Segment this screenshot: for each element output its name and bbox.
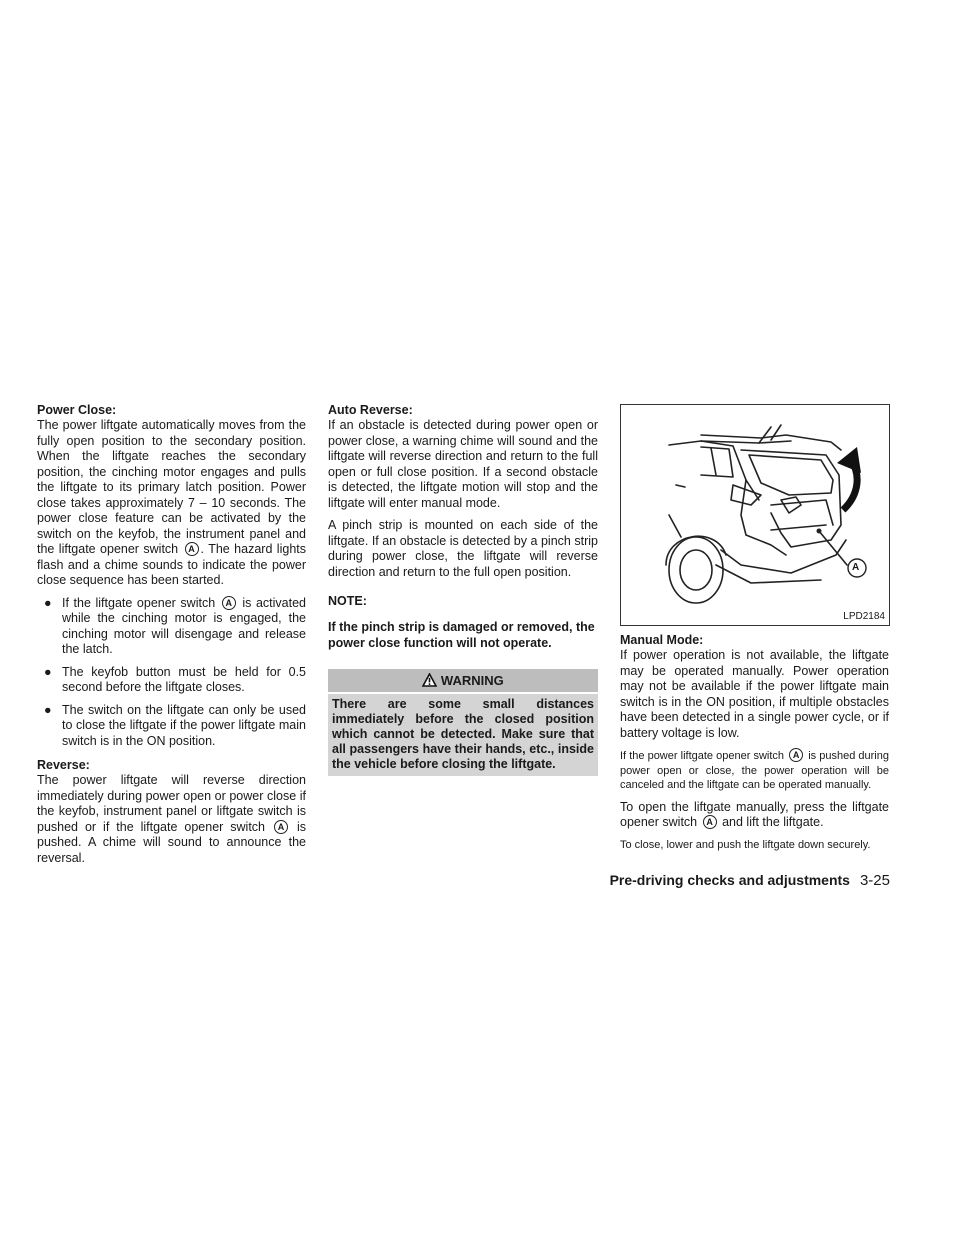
list-item xyxy=(37,596,306,658)
figure-callout: A xyxy=(852,562,860,573)
list-item-text: If the liftgate opener switch xyxy=(62,595,216,610)
power-close-paragraph xyxy=(37,418,306,589)
list-item-text: The keyfob button must be held for 0.5 second before the liftgate closes. xyxy=(62,664,306,694)
warning-text: There are some small distances immediately before the closed position which cannot be detected. Make sure that all passengers have their hands, etc., inside the vehicle before closing the liftgate. xyxy=(332,697,594,771)
callout-a-icon: A xyxy=(274,820,288,834)
manual-mode-heading: Manual Mode: xyxy=(620,633,704,647)
manual-mode-paragraph-3 xyxy=(620,800,889,831)
list-item-text: is activated while the cinching motor is engaged, the cinching motor will disengage and release the latch. xyxy=(62,595,306,656)
auto-reverse-paragraph-2: A pinch strip is mounted on each side of the liftgate. If an obstacle is detected by a pinch strip during power close, the liftgate will reverse direction and return to the full open position. xyxy=(328,518,598,579)
callout-a-icon: A xyxy=(185,542,199,556)
reverse-paragraph xyxy=(37,773,306,866)
manual-mode-text: If the power liftgate opener switch xyxy=(620,750,785,762)
liftgate-illustration xyxy=(620,404,890,626)
callout-a-icon: A xyxy=(703,815,717,829)
callout-a-icon: A xyxy=(789,748,803,762)
note-text: If the pinch strip is damaged or removed, the power close function will not operate. xyxy=(328,620,595,650)
manual-mode-text-end: and lift the liftgate. xyxy=(722,815,824,829)
note-heading: NOTE: xyxy=(328,594,367,608)
page-number: 3-25 xyxy=(859,872,890,889)
column-3 xyxy=(620,402,889,859)
column-1 xyxy=(37,402,306,873)
vehicle-rear-drawing xyxy=(621,405,889,625)
bullet-icon: ● xyxy=(44,702,52,717)
callout-a-icon: A xyxy=(222,596,236,610)
warning-box xyxy=(328,669,598,776)
manual-mode-text: To open the liftgate manually, press the liftgate opener switch xyxy=(620,799,889,829)
warning-header xyxy=(328,669,598,694)
reverse-text: The power liftgate will reverse direction immediately during power open or power close if the keyfob, instrument panel or liftgate switch is pushed or if the liftgate opener switch xyxy=(37,773,306,834)
list-item xyxy=(37,703,306,750)
power-close-list xyxy=(37,596,306,750)
manual-mode-text-end: is pushed during power open or close, the power operation will be canceled and the liftgate can be operated manually. xyxy=(620,750,889,791)
bullet-icon: ● xyxy=(44,664,52,679)
list-item xyxy=(37,665,306,696)
column-2 xyxy=(328,402,598,776)
warning-title: WARNING xyxy=(440,673,504,688)
reverse-text-end: is pushed. A chime will sound to announce the reversal. xyxy=(37,819,306,865)
list-item-text: The switch on the liftgate can only be used to close the liftgate if the power liftgate main switch is in the ON position. xyxy=(62,702,306,748)
warning-icon xyxy=(422,673,437,687)
reverse-heading: Reverse: xyxy=(37,758,90,772)
figure-label: LPD2184 xyxy=(843,611,885,622)
manual-mode-paragraph-4: To close, lower and push the liftgate down securely. xyxy=(620,838,871,851)
power-close-text-end: . The hazard lights flash and a chime sounds to indicate the power close sequence has been started. xyxy=(37,542,306,587)
manual-mode-paragraph-1: If power operation is not available, the liftgate may be operated manually. Power operation may not be available if the power liftgate main switch is in the ON position, if multiple obstacles have been detected in a single power cycle, or if battery voltage is low. xyxy=(620,648,889,740)
page-footer xyxy=(610,872,890,889)
section-title: Pre-driving checks and adjustments xyxy=(609,872,850,888)
power-close-heading: Power Close: xyxy=(37,403,117,417)
power-close-text: The power liftgate automatically moves from the fully open position to the secondary position. When the liftgate reaches the secondary position, the cinching motor engages and pulls the liftgate to its primary latch position. Power close takes approximately 7 – 10 seconds. The power close feature can be activated by the switch on the keyfob, the instrument panel and the liftgate opener switch xyxy=(37,418,306,556)
manual-mode-paragraph-2 xyxy=(620,748,889,793)
auto-reverse-heading: Auto Reverse: xyxy=(328,403,413,417)
bullet-icon: ● xyxy=(44,595,52,610)
auto-reverse-paragraph-1: If an obstacle is detected during power open or power close, a warning chime will sound and the liftgate will reverse direction and return to the full open or full close position. If a second obstacle is detected, the liftgate motion will stop and the liftgate will enter manual mode. xyxy=(328,418,598,510)
